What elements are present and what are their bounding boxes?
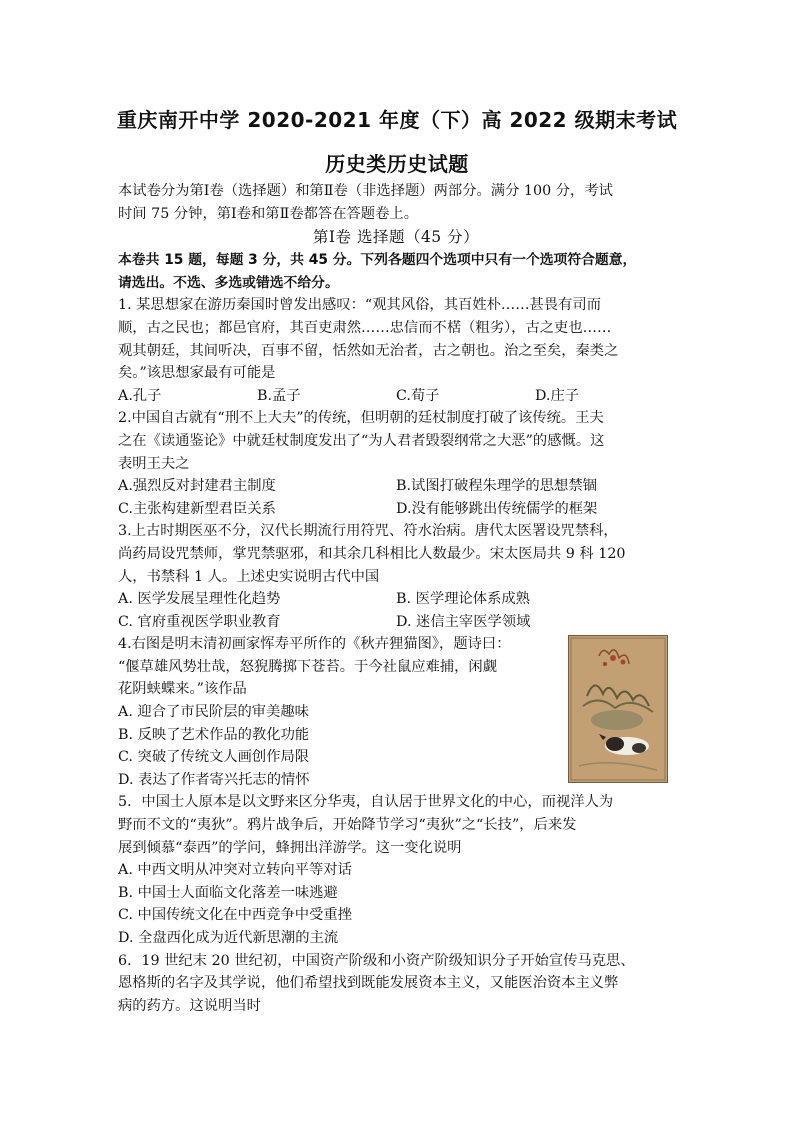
option-b: B.试图打破程朱理学的思想禁锢 — [396, 478, 597, 495]
exam-subtitle: 历史类历史试题 — [325, 152, 469, 176]
question-line: 野而不文的“夷狄”。鸦片战争后，开始降节学习“夷狄”之“长技”，后来发 — [118, 817, 577, 834]
exam-content — [118, 180, 674, 1017]
question-3 — [118, 520, 674, 633]
question-line: 花阴蛱蝶来。”该作品 — [118, 681, 247, 698]
option-b: B. 中国士人面临文化落差一味逃避 — [118, 884, 338, 901]
question-6 — [118, 950, 674, 1018]
question-line: 矣。”该思想家最有可能是 — [118, 365, 276, 382]
question-line: 观其朝廷，其间听决，百事不留，恬然如无治者，古之朝也。治之至矣，秦类之 — [118, 342, 619, 359]
section-instruction: 本卷共 15 题，每题 3 分，共 45 分。下列各题四个选项中只有一个选项符合题意， — [118, 252, 637, 269]
question-line: 表明王夫之 — [118, 455, 190, 472]
option-c: C. 突破了传统文人画创作局限 — [118, 749, 310, 766]
question-line: 4.右图是明末清初画家恽寿平所作的《秋卉狸猫图》，题诗曰： — [118, 636, 511, 653]
option-a: A. 迎合了市民阶层的审美趣味 — [118, 704, 309, 721]
question-4 — [118, 633, 674, 791]
option-d: D.没有能够跳出传统儒学的框架 — [396, 500, 598, 517]
option-a: A.孔子 — [118, 387, 162, 404]
question-4-text — [118, 633, 566, 791]
option-a: A.强烈反对封建君主制度 — [118, 478, 276, 495]
option-d: D. 迷信主宰医学领域 — [396, 613, 531, 630]
intro-line: 本试卷分为第Ⅰ卷（选择题）和第Ⅱ卷（非选择题）两部分。满分 100 分，考试 — [118, 183, 613, 199]
option-c: C.主张构建新型君臣关系 — [118, 500, 276, 517]
option-c: C.荀子 — [396, 387, 440, 404]
question-line: 1. 某思想家在游历秦国时曾发出感叹：“观其风俗，其百姓朴……甚畏有司而 — [118, 297, 601, 314]
options-row — [118, 588, 674, 611]
question-line: 尚药局设咒禁师，掌咒禁驱邪，和其余几科相比人数最少。宋太医局共 9 科 120 — [118, 545, 626, 562]
options-row — [118, 385, 674, 408]
question-line: 5．中国士人原本是以文野来区分华夷，自认居于世界文化的中心，而视洋人为 — [118, 794, 614, 811]
options-row — [118, 475, 674, 498]
question-2 — [118, 407, 674, 520]
question-line: 恩格斯的名字及其学说，他们希望找到既能发展资本主义，又能医治资本主义弊 — [118, 975, 619, 992]
options-row — [118, 498, 674, 521]
intro-line: 时间 75 分钟，第Ⅰ卷和第Ⅱ卷都答在答题卷上。 — [118, 205, 418, 222]
option-d: D. 表达了作者寄兴托志的情怀 — [118, 771, 310, 788]
question-line: 6．19 世纪末 20 世纪初，中国资产阶级和小资产阶级知识分子开始宣传马克思、 — [118, 952, 635, 969]
question-line: 展到倾慕“泰西”的学问，蜂拥出洋游学。这一变化说明 — [118, 839, 462, 856]
section-instruction: 请选出。不选、多选或错选不给分。 — [118, 274, 339, 291]
question-1 — [118, 294, 674, 407]
option-b: B.孟子 — [257, 387, 301, 404]
option-c: C. 中国传统文化在中西竞争中受重挫 — [118, 907, 352, 924]
question-line: 之在《读通鉴论》中就廷杖制度发出了“为人君者毁裂纲常之大恶”的感慨。这 — [118, 432, 605, 449]
painting-image — [568, 635, 668, 783]
option-b: B. 医学理论体系成熟 — [396, 591, 530, 608]
question-line: 3.上古时期医巫不分，汉代长期流行用符咒、符水治病。唐代太医署设咒禁科， — [118, 523, 618, 540]
option-d: D. 全盘西化成为近代新思潮的主流 — [118, 930, 339, 946]
question-line: “偃草雄风势壮哉，怒猊腾掷下苍苔。于今社鼠应难捕，闲觑 — [118, 658, 498, 675]
option-d: D.庄子 — [535, 387, 580, 404]
exam-title: 重庆南开中学 2020-2021 年度（下）高 2022 级期末考试 — [116, 108, 678, 132]
option-c: C. 官府重视医学职业教育 — [118, 613, 281, 630]
question-5 — [118, 791, 674, 949]
option-b: B. 反映了艺术作品的教化功能 — [118, 726, 310, 743]
section-heading: 第Ⅰ卷 选择题（45 分） — [312, 228, 480, 247]
option-a: A. 医学发展呈理性化趋势 — [118, 591, 281, 608]
options-row — [118, 611, 674, 634]
question-line: 顺，古之民也；都邑官府，其百吏肃然……忠信而不楛（粗劣），古之吏也…… — [118, 319, 612, 336]
question-line: 人，书禁科 1 人。上述史实说明古代中国 — [118, 568, 380, 585]
question-line: 2.中国自古就有“刑不上大夫”的传统，但明朝的廷杖制度打破了该传统。王夫 — [118, 410, 604, 427]
option-a: A. 中西文明从冲突对立转向平等对话 — [118, 862, 352, 879]
question-line: 病的药方。这说明当时 — [118, 997, 261, 1014]
